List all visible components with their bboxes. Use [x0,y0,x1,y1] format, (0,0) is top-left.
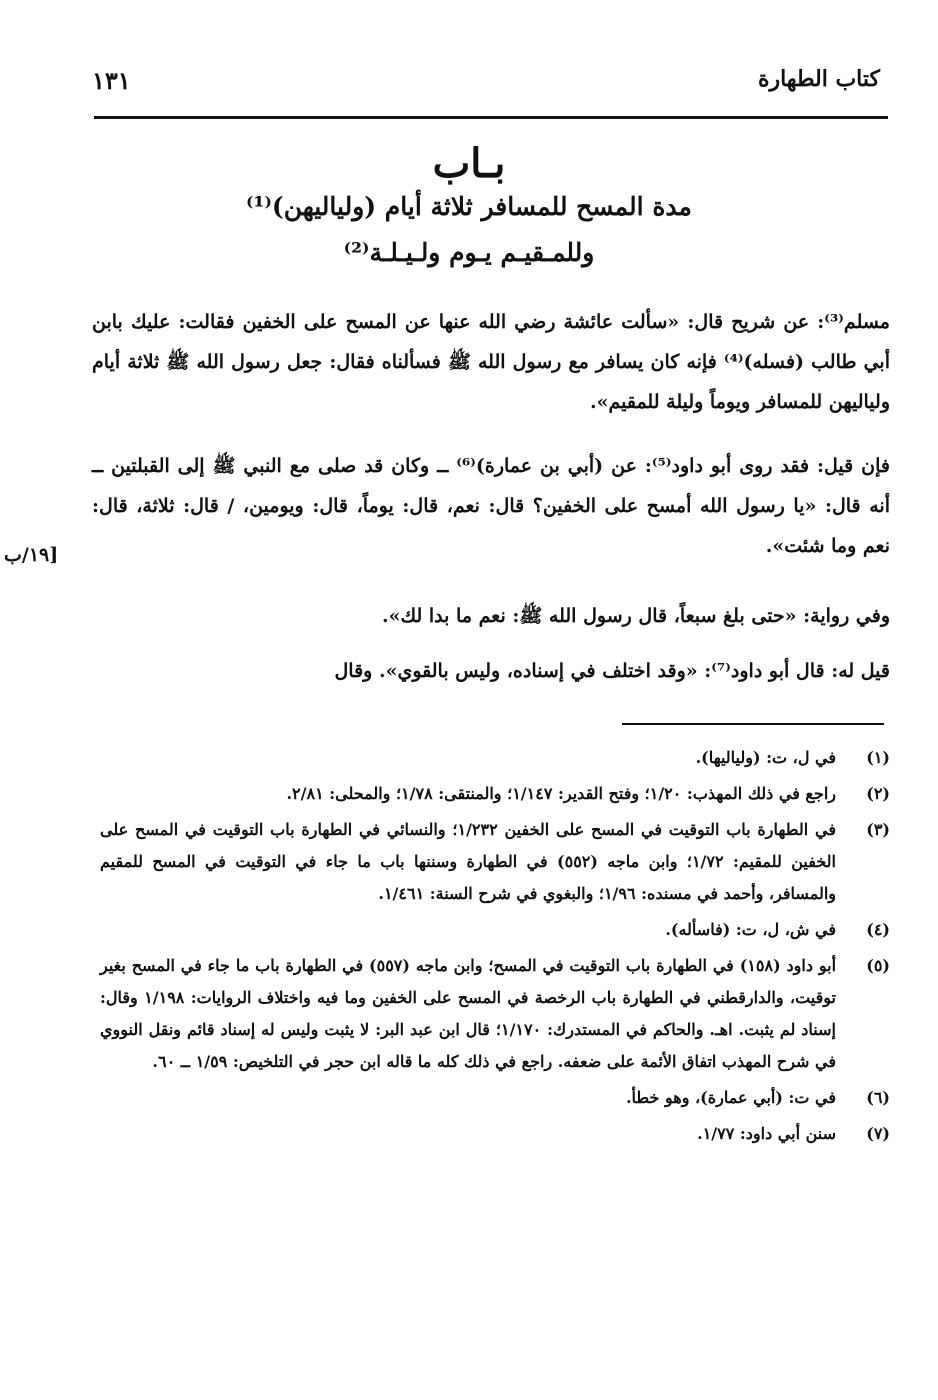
footnote-number: (٣) [866,820,890,839]
footnote-text: في ل، ت: (ولياليها). [695,748,836,767]
footnote-number: (٥) [866,956,890,975]
margin-folio-reference: [١٩/ب [4,544,59,566]
body-paragraph-2: فإن قيل: فقد روى أبو داود⁽⁵⁾: عن (أبي بن عمارة)⁽⁶⁾ ــ وكان قد صلى مع النبي ﷺ إلى القبلتين ــ أنه قال: «يا رسول الله أمسح على الخفين؟ قال: نعم، قال: يوماً، قال: ويومين، / قال: ثلاثة، قال: نعم وما شئت». [92,455,890,557]
footnote-number: (١) [866,748,890,767]
footnote-number: (٧) [866,1124,890,1143]
footnote-item [100,950,890,1078]
body-paragraph-4: قيل له: قال أبو داود⁽⁷⁾: «وقد اختلف في إسناده، وليس بالقوي». وقال [334,660,890,682]
footnotes-list [100,742,890,1154]
page-number: ١٣١ [92,66,131,95]
footnote-text: في الطهارة باب التوقيت في المسح على الخفين ١/٢٣٢؛ والنسائي في الطهارة باب التوقيت في المسح على الخفين للمقيم: ١/٧٢؛ وابن ماجه (٥٥٢) في الطهارة وسننها باب ما جاء في التوقيت في المسح للمقيم والمسافر، وأحمد في مسنده: ١/٩٦؛ والبغوي في شرح السنة: ١/٤٦١. [100,820,836,903]
footnote-number: (٦) [866,1088,890,1107]
footnote-number: (٤) [866,920,890,939]
running-header-title: كتاب الطهارة [757,66,880,92]
chapter-subtitle-line-1: مدة المسح للمسافر ثلاثة أيام (ولياليهن)⁽¹⁾ [246,192,692,221]
chapter-heading: بـاب [432,140,506,187]
footnote-text: سنن أبي داود: ١/٧٧. [697,1124,836,1143]
footnote-item [100,1118,890,1150]
body-paragraph-1: مسلم⁽³⁾: عن شريح قال: «سألت عائشة رضي الله عنها عن المسح على الخفين فقالت: عليك بابن أبي طالب (فسله)⁽⁴⁾ فإنه كان يسافر مع رسول الله ﷺ فسألناه فقال: جعل رسول الله ﷺ ثلاثة أيام ولياليهن للمسافر ويوماً وليلة للمقيم». [92,311,891,413]
footnote-item [100,814,890,910]
footnote-item [100,742,890,774]
footnote-divider [622,723,884,725]
footnote-item [100,914,890,946]
header-divider [94,116,888,119]
chapter-subtitle-line-2: وللمـقيـم يـوم ولـيـلـة⁽²⁾ [343,238,595,267]
body-paragraph-3: وفي رواية: «حتى بلغ سبعاً، قال رسول الله ﷺ: نعم ما بدا لك». [381,605,890,627]
footnote-number: (٢) [866,784,890,803]
footnote-text: في ش، ل، ت: (فاسأله). [665,920,836,939]
footnote-text: راجع في ذلك المهذب: ١/٢٠؛ وفتح القدير: ١/١٤٧؛ والمنتقى: ١/٧٨؛ والمحلى: ٢/٨١. [286,784,836,803]
footnote-text: أبو داود (١٥٨) في الطهارة باب التوقيت في المسح؛ وابن ماجه (٥٥٧) في الطهارة باب ما جاء في المسح بغير توقيت، والدارقطني في الطهارة باب الرخصة في المسح على الخفين وما فيه واختلاف الروايات: ١/١٩٨ وقال: إسناد لم يثبت. اهـ. والحاكم في المستدرك: ١/١٧٠؛ قال ابن عبد البر: لا يثبت وليس له إسناد قائم ونقل النووي في شرح المهذب اتفاق الأئمة على ضعفه. راجع في ذلك كله ما قاله ابن حجر في التلخيص: ١/٥٩ ــ ٦٠. [100,956,837,1071]
footnote-text: في ت: (أبي عمارة)، وهو خطأ. [625,1088,836,1107]
footnote-item [100,1082,890,1114]
footnote-item [100,778,890,810]
